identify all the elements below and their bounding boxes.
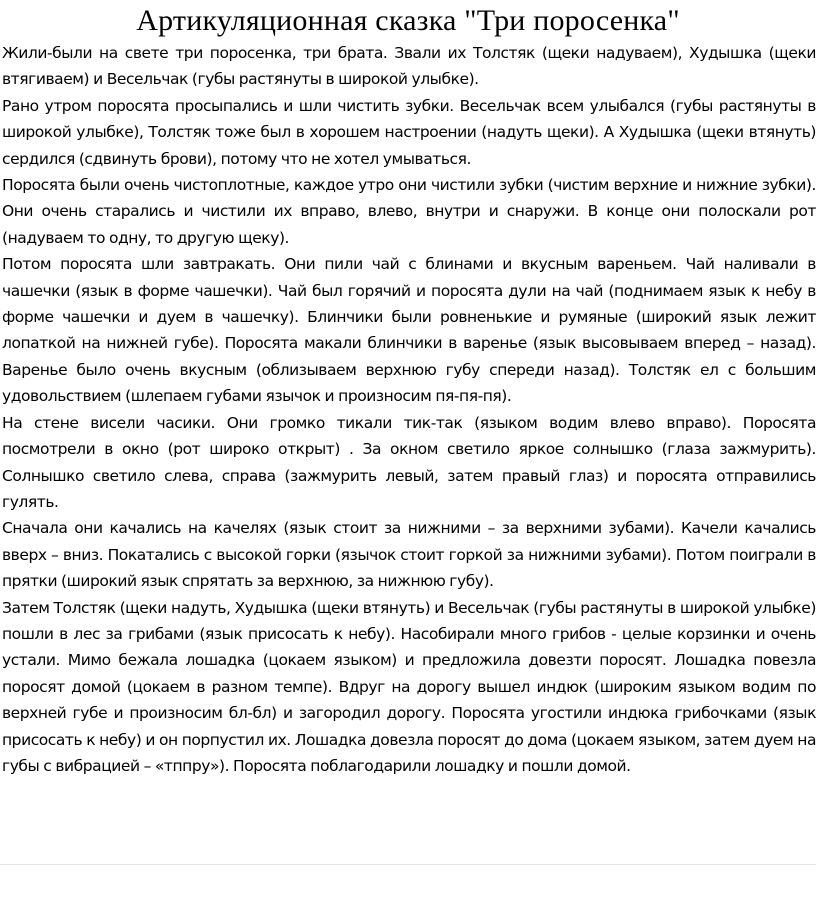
paragraph-7: Затем Толстяк (щеки надуть, Худышка (щеки втянуть) и Весельчак (губы растянуты в широкой улыбке) пошли в лес за грибами (язык присосать к небу). Насобирали много грибов - целые корзинки и очень устали. Мимо бежала лошадка (цокаем языком) и предложила довезти поросят. Лошадка повезла поросят домой (цокаем в разном темпе). Вдруг на дорогу вышел индюк (широким языком водим по верхней губе и произносим бл-бл) и загородил дорогу. Поросята угостили индюка грибочками (язык присосать к небу) и он порпустил их. Лошадка довезла поросят до дома (цокаем языком, затем дуем на губы с вибрацией – «тппру»). Поросята поблагодарили лошадку и пошли домой. [2, 598, 816, 775]
paragraph-4: Потом поросята шли завтракать. Они пили чай с блинами и вкусным вареньем. Чай наливали в чашечки (язык в форме чашечки). Чай был горячий и поросята дули на чай (поднимаем язык к небу в форме чашечки и дуем в чашечку). Блинчики были ровненькие и румяные (широкий язык лежит лопаткой на нижней губе). Поросята макали блинчики в варенье (язык высовываем вперед – назад). Варенье было очень вкусным (облизываем верхнюю губу спереди назад). Толстяк ел с большим удовольствием (шлепаем губами язычок и произносим пя-пя-пя). [2, 255, 816, 406]
story-text [0, 40, 816, 779]
paragraph-3: Поросята были очень чистоплотные, каждое утро они чистили зубки (чистим верхние и нижние зубки). Они очень старались и чистили их вправо, влево, внутри и снаружи. В конце они полоскали рот (надуваем то одну, то другую щеку). [2, 176, 816, 247]
paragraph-1: Жили-были на свете три поросенка, три брата. Звали их Толстяк (щеки надуваем), Худышка (щеки втягиваем) и Весельчак (губы растянуты в широкой улыбке). [2, 44, 816, 89]
paragraph-6: Сначала они качались на качелях (язык стоит за нижними – за верхними зубами). Качели качались вверх – вниз. Покатались с высокой горки (язычок стоит горкой за нижними зубами). Потом поиграли в прятки (широкий язык спрятать за верхнюю, за нижнюю губу). [2, 519, 816, 591]
page-title: Артикуляционная сказка "Три поросенка" [136, 4, 680, 37]
paragraph-5: На стене висели часики. Они громко тикали тик-так (языком водим влево вправо). Поросята посмотрели в окно (рот широко открыт) . За окном светило яркое солнышко (глаза зажмурить). Солнышко светило слева, справа (зажмурить левый, затем правый глаз) и поросята отправились гулять. [2, 413, 816, 511]
page-divider [0, 864, 816, 865]
paragraph-2: Рано утром поросята просыпались и шли чистить зубки. Весельчак всем улыбался (губы растянуты в широкой улыбке), Толстяк тоже был в хорошем настроении (надуть щеки). А Худышка (щеки втянуть) сердился (сдвинуть брови), потому что не хотел умываться. [2, 96, 816, 168]
